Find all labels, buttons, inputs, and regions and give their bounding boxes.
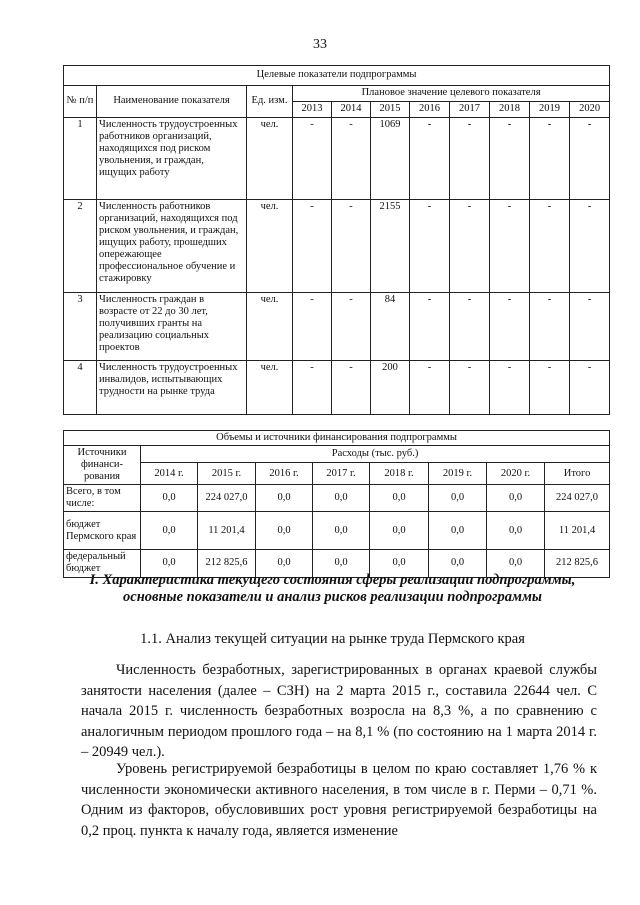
row-value: 0,0 [487, 485, 545, 512]
row-value: 11 201,4 [198, 512, 256, 550]
row-value: - [450, 293, 490, 361]
row-value: - [530, 118, 570, 200]
row-num: 2 [64, 200, 97, 293]
row-value: - [410, 361, 450, 415]
row-value: 0,0 [141, 485, 198, 512]
row-value: - [293, 361, 332, 415]
row-value: 0,0 [256, 485, 313, 512]
row-value: 224 027,0 [545, 485, 610, 512]
row-value: 0,0 [370, 485, 429, 512]
row-value: - [490, 200, 530, 293]
row-value: - [530, 200, 570, 293]
row-value: 0,0 [429, 512, 487, 550]
targets-title: Целевые показатели подпрограммы [64, 66, 610, 86]
row-value: 0,0 [313, 485, 370, 512]
table-row [64, 361, 610, 415]
row-value: - [293, 200, 332, 293]
row-unit: чел. [247, 361, 293, 415]
row-value: 84 [371, 293, 410, 361]
row-value: 0,0 [487, 512, 545, 550]
row-value: - [332, 118, 371, 200]
row-value: - [490, 293, 530, 361]
subsection-heading: 1.1. Анализ текущей ситуации на рынке труда Пермского края [140, 631, 525, 647]
row-name: Численность трудоустроенных инвалидов, испытывающих трудности на рынке труда [97, 361, 247, 415]
row-value: 11 201,4 [545, 512, 610, 550]
year-header: 2020 [570, 102, 610, 118]
row-value: - [530, 361, 570, 415]
row-value: - [570, 118, 610, 200]
row-value: 0,0 [429, 550, 487, 577]
year-header: 2015 [371, 102, 410, 118]
row-value: - [450, 118, 490, 200]
row-source: бюджет Пермского края [64, 512, 141, 550]
row-value: 0,0 [370, 512, 429, 550]
year-header: 2019 г. [429, 462, 487, 484]
year-header: 2017 г. [313, 462, 370, 484]
row-value: 0,0 [141, 550, 198, 577]
finance-table [63, 430, 610, 578]
finance-title: Объемы и источники финансирования подпрограммы [64, 431, 610, 446]
row-value: 224 027,0 [198, 485, 256, 512]
targets-table [63, 65, 610, 415]
year-header: 2015 г. [198, 462, 256, 484]
row-value: - [293, 293, 332, 361]
section-heading: I. Характеристика текущего состояния сферы реализации подпрограммы, основные показатели и анализ рисков реализации подпрограммы [89, 572, 576, 606]
row-value: - [450, 361, 490, 415]
year-header: 2018 [490, 102, 530, 118]
row-value: - [570, 293, 610, 361]
year-header: 2014 [332, 102, 371, 118]
row-unit: чел. [247, 118, 293, 200]
table-row [64, 512, 610, 550]
row-value: - [570, 361, 610, 415]
table-row [64, 200, 610, 293]
row-value: - [570, 200, 610, 293]
table-row [64, 293, 610, 361]
row-value: 0,0 [487, 550, 545, 577]
year-header: 2019 [530, 102, 570, 118]
row-name: Численность работников организаций, находящихся под риском увольнения, и граждан, ищущих работу, прошедших опережающее профессиональное обучение и стажировку [97, 200, 247, 293]
row-value: 1069 [371, 118, 410, 200]
col-name-header: Наименование показателя [97, 86, 247, 118]
row-value: 2155 [371, 200, 410, 293]
row-value: - [410, 293, 450, 361]
row-value: 212 825,6 [198, 550, 256, 577]
row-value: 212 825,6 [545, 550, 610, 577]
row-value: 0,0 [256, 512, 313, 550]
page-number: 33 [313, 37, 327, 52]
paragraph: Уровень регистрируемой безработицы в целом по краю составляет 1,76 % к численности экономически активного населения, в том числе в г. Перми – 0,71 %. Одним из факторов, обусловивших рост уровня регистрируемой безработицы на 0,2 проц. пункта к началу года, является изменение [81, 761, 597, 839]
year-header: 2014 г. [141, 462, 198, 484]
row-value: 0,0 [256, 550, 313, 577]
row-value: 0,0 [141, 512, 198, 550]
row-value: - [293, 118, 332, 200]
year-header: 2020 г. [487, 462, 545, 484]
row-num: 4 [64, 361, 97, 415]
row-value: - [410, 200, 450, 293]
row-value: 0,0 [370, 550, 429, 577]
year-header: Итого [545, 462, 610, 484]
year-header: 2017 [450, 102, 490, 118]
paragraph: Численность безработных, зарегистрированных в органах краевой службы занятости населения (далее – СЗН) на 2 марта 2015 г., составила 22644 чел. С начала 2015 г. численность безработных возросла на 8,3 %, а по сравнению с аналогичным периодом прошлого года – на 8,1 % (по состоянию на 1 марта 2014 г. – 20949 чел.). [81, 662, 597, 761]
row-value: - [490, 361, 530, 415]
col-plan-header: Плановое значение целевого показателя [293, 86, 610, 102]
row-source: федеральный бюджет [64, 550, 141, 577]
year-header: 2018 г. [370, 462, 429, 484]
col-expenses-header: Расходы (тыс. руб.) [141, 446, 610, 463]
table-row [64, 118, 610, 200]
year-header: 2016 г. [256, 462, 313, 484]
row-value: 0,0 [313, 512, 370, 550]
col-source-header: Источники финанси-рования [64, 446, 141, 485]
row-value: - [410, 118, 450, 200]
col-num-header: № п/п [64, 86, 97, 118]
row-value: - [332, 361, 371, 415]
row-name: Численность граждан в возрасте от 22 до 30 лет, получивших гранты на реализацию социальных проектов [97, 293, 247, 361]
row-value: 200 [371, 361, 410, 415]
year-header: 2016 [410, 102, 450, 118]
row-name: Численность трудоустроенных работников организаций, находящихся под риском увольнения, и граждан, ищущих работу [97, 118, 247, 200]
table-row [64, 485, 610, 512]
row-value: - [332, 293, 371, 361]
row-value: 0,0 [313, 550, 370, 577]
row-num: 1 [64, 118, 97, 200]
row-value: - [332, 200, 371, 293]
row-unit: чел. [247, 200, 293, 293]
row-num: 3 [64, 293, 97, 361]
row-value: - [490, 118, 530, 200]
row-value: - [530, 293, 570, 361]
row-value: 0,0 [429, 485, 487, 512]
col-unit-header: Ед. изм. [247, 86, 293, 118]
row-unit: чел. [247, 293, 293, 361]
year-header: 2013 [293, 102, 332, 118]
row-value: - [450, 200, 490, 293]
row-source: Всего, в том числе: [64, 485, 141, 512]
